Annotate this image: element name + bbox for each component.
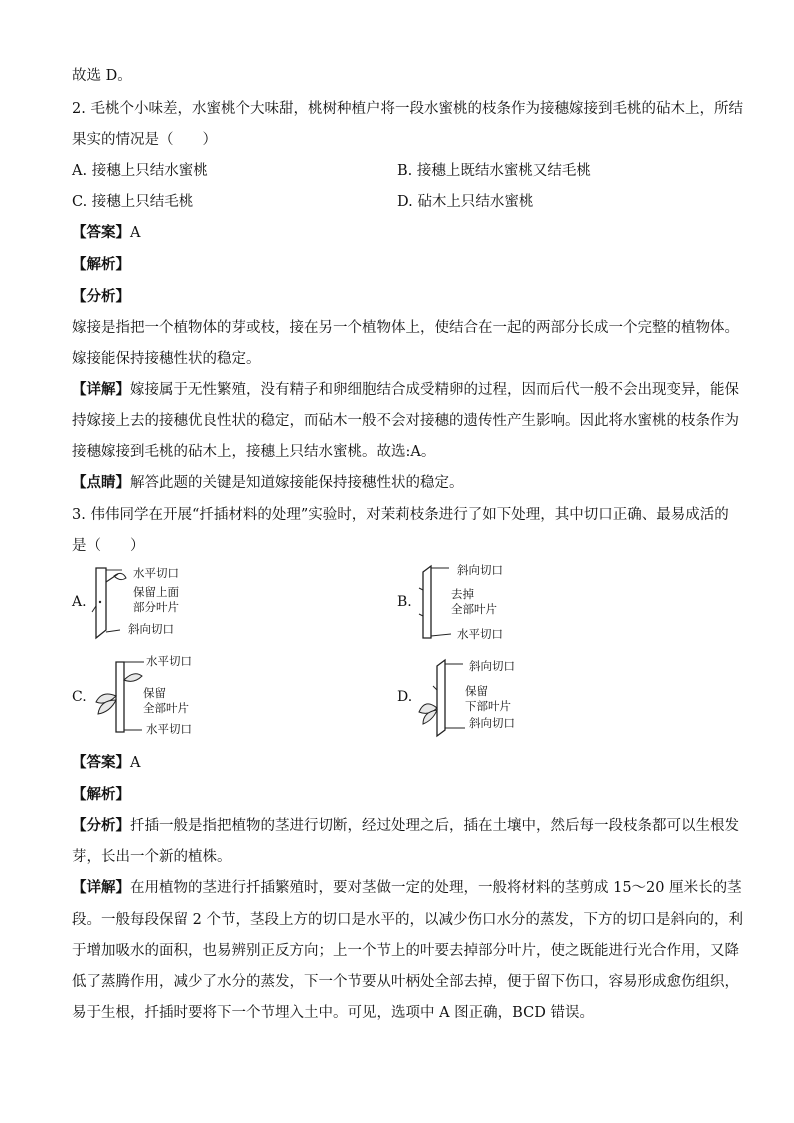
- q2-option-a: A. 接穗上只结水蜜桃: [72, 163, 208, 179]
- q3-fenxi-line: 芽，长出一个新的植株。: [72, 849, 232, 865]
- figure-d-label-mid2: 下部叶片: [465, 699, 511, 713]
- xiangjie-text: 在用植物的茎进行扦插繁殖时，要对茎做一定的处理，一般将材料的茎剪成 15～20 厘米长的茎: [130, 880, 742, 896]
- fenxi-tag: 【分析】: [72, 817, 130, 834]
- q2-xiangjie-line: 接穗嫁接到毛桃的砧木上，接穗上只结水蜜桃。故选:A。: [72, 444, 436, 460]
- text-line: 故选 D。: [72, 68, 132, 84]
- figure-a-label-mid1: 保留上面: [133, 585, 179, 599]
- q2-xiangjie-line: 持嫁接上去的接穗优良性状的稳定，而砧木一般不会对接穗的遗传性产生影响。因此将水蜜桃的枝条作为: [72, 413, 739, 429]
- figure-b-letter: B.: [397, 594, 412, 610]
- figure-d-stem-diagram: [413, 656, 473, 738]
- figure-a-letter: A.: [72, 594, 87, 610]
- answer-tag: 【答案】: [72, 224, 130, 241]
- q2-answer: [72, 224, 140, 242]
- xiangjie-tag: 【详解】: [72, 381, 130, 398]
- figure-a-label-bottom: 斜向切口: [128, 622, 174, 636]
- figure-d-label-mid1: 保留: [465, 684, 488, 698]
- q2-fenxi-line: 嫁接是指把一个植物体的芽或枝，接在另一个植物体上，使结合在一起的两部分长成一个完整的植物体。: [72, 320, 739, 336]
- q3-xiangjie-line: 于增加吸水的面积，也易辨别正反方向；上一个节上的叶要去掉部分叶片，使之既能进行光合作用，又降: [72, 943, 739, 959]
- q3-xiangjie-line: 段。一般每段保留 2 个节，茎段上方的切口是水平的，以减少伤口水分的蒸发，下方的切口是斜向的，利: [72, 912, 743, 928]
- xiangjie-tag: 【详解】: [72, 879, 130, 896]
- q2-option-d: D. 砧木上只结水蜜桃: [397, 194, 534, 210]
- q3-xiangjie-line: 易于生根，扦插时要将下一个节埋入土中。可见，选项中 A 图正确，BCD 错误。: [72, 1005, 594, 1021]
- q3-answer: [72, 754, 140, 772]
- dianjing-text: 解答此题的关键是知道嫁接能保持接穗性状的稳定。: [130, 475, 464, 491]
- question-2-stem: 2. 毛桃个小味差，水蜜桃个大味甜，桃树种植户将一段水蜜桃的枝条作为接穗嫁接到毛桃的砧木上，所结: [72, 101, 743, 117]
- q2-xiangjie: [72, 381, 739, 399]
- figure-c-label-mid2: 全部叶片: [143, 701, 189, 715]
- answer-value: A: [130, 225, 141, 241]
- fenxi-text: 扦插一般是指把植物的茎进行切断，经过处理之后，插在土壤中，然后每一段枝条都可以生根发: [130, 818, 739, 834]
- figure-c-label-mid1: 保留: [143, 686, 166, 700]
- q3-fenxi: [72, 817, 739, 835]
- figure-c-label-top: 水平切口: [146, 654, 192, 668]
- question-3-stem-cont: 是（ ）: [72, 538, 145, 554]
- figure-b-label-bottom: 水平切口: [457, 627, 503, 641]
- figure-a-label-top: 水平切口: [133, 566, 179, 580]
- q3-xiangjie-line: 低了蒸腾作用，减少了水分的蒸发，下一个节要从叶柄处全部去掉，便于留下伤口，容易形成愈伤组织，: [72, 974, 739, 990]
- dianjing-tag: 【点睛】: [72, 474, 130, 491]
- figure-d-label-bottom: 斜向切口: [469, 716, 515, 730]
- figure-c-letter: C.: [72, 689, 87, 705]
- figure-d-letter: D.: [397, 689, 413, 705]
- question-2-stem-cont: 果实的情况是（ ）: [72, 132, 217, 148]
- answer-tag: 【答案】: [72, 754, 130, 771]
- answer-value: A: [130, 755, 141, 771]
- xiangjie-text: 嫁接属于无性繁殖，没有精子和卵细胞结合成受精卵的过程，因而后代一般不会出现变异，能保: [130, 382, 739, 398]
- q2-analysis-tag: 【解析】: [72, 256, 130, 273]
- figure-c-label-bottom: 水平切口: [146, 722, 192, 736]
- q3-analysis-tag: 【解析】: [72, 786, 130, 803]
- figure-b-label-mid2: 全部叶片: [451, 602, 497, 616]
- q2-dianjing: [72, 474, 464, 492]
- figure-b-label-mid1: 去掉: [451, 587, 474, 601]
- q3-xiangjie: [72, 879, 742, 897]
- figure-a-label-mid2: 部分叶片: [133, 600, 179, 614]
- question-3-stem: 3. 伟伟同学在开展“扦插材料的处理”实验时，对茉莉枝条进行了如下处理，其中切口正确、最易成活的: [72, 507, 729, 523]
- q2-fenxi-tag: 【分析】: [72, 288, 130, 305]
- figure-b-label-top: 斜向切口: [457, 563, 503, 577]
- figure-d-label-top: 斜向切口: [469, 659, 515, 673]
- q2-option-c: C. 接穗上只结毛桃: [72, 194, 194, 210]
- q2-option-b: B. 接穗上既结水蜜桃又结毛桃: [397, 163, 591, 179]
- q2-fenxi-line: 嫁接能保持接穗性状的稳定。: [72, 351, 261, 367]
